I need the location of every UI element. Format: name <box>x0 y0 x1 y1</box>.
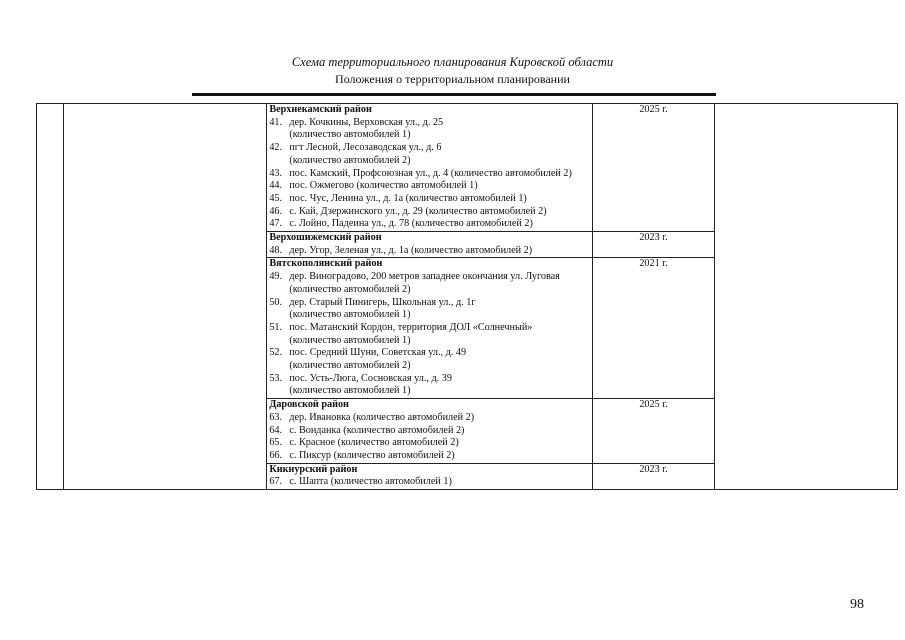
item-number: 66. <box>269 449 283 461</box>
location-item <box>269 206 592 219</box>
item-text: дер. Старый Пинигерь, Школьная ул., д. 1г <box>289 296 476 308</box>
location-item <box>269 425 592 438</box>
location-cell <box>267 399 593 464</box>
item-text: с. Красное (количество автомобилей 2) <box>289 437 459 449</box>
item-continuation: (количество автомобилей 2) <box>289 360 411 372</box>
district-name: Кикнурский район <box>269 463 358 475</box>
item-text: дер. Кочкины, Верховская ул., д. 25 <box>289 116 444 128</box>
location-item <box>269 476 592 489</box>
location-item <box>269 180 592 193</box>
year-cell <box>593 399 715 464</box>
location-item <box>269 437 592 450</box>
planning-table-body <box>37 104 898 490</box>
item-number: 65. <box>269 437 283 449</box>
location-item <box>269 450 592 463</box>
item-text: дер. Виноградово, 200 метров западнее окончания ул. Луговая <box>289 271 560 283</box>
location-item <box>269 322 592 335</box>
completion-year: 2025 г. <box>639 104 668 115</box>
header-rule <box>192 93 716 96</box>
item-number: 49. <box>269 271 283 283</box>
item-text: с. Лойно, Падеина ул., д. 78 (количество автомобилей 2) <box>289 218 533 230</box>
page-number: 98 <box>850 597 864 612</box>
item-text: пос. Чус, Ленина ул., д. 1а (количество автомобилей 1) <box>289 192 527 204</box>
item-number: 63. <box>269 411 283 423</box>
item-continuation: (количество автомобилей 2) <box>289 154 411 166</box>
year-cell <box>593 232 715 258</box>
location-cell <box>267 104 593 232</box>
completion-year: 2021 г. <box>639 258 668 270</box>
document-subtitle: Положения о территориальном планировании <box>335 72 570 86</box>
year-cell <box>593 463 715 489</box>
item-number: 64. <box>269 424 283 436</box>
district-name: Даровской район <box>269 399 349 411</box>
index-column-cell <box>37 104 64 490</box>
item-continuation: (количество автомобилей 1) <box>289 385 411 397</box>
item-text: дер. Ивановка (количество автомобилей 2) <box>289 411 475 423</box>
district-name: Верхошижемский район <box>269 232 382 244</box>
document-title: Схема территориального планирования Кировской области <box>291 55 614 69</box>
item-text: пос. Матанский Кордон, территория ДОЛ «Солнечный» <box>289 321 533 333</box>
location-cell <box>267 463 593 489</box>
item-text: дер. Угор, Зеленая ул., д. 1а (количество автомобилей 2) <box>289 244 533 256</box>
object-column-cell <box>64 104 267 490</box>
item-number: 52. <box>269 347 283 359</box>
item-continuation: (количество автомобилей 2) <box>289 283 411 295</box>
item-number: 47. <box>269 218 283 230</box>
location-cell <box>267 258 593 399</box>
location-cell <box>267 232 593 258</box>
district-name: Верхнекамский район <box>269 104 372 115</box>
year-cell <box>593 258 715 399</box>
location-item <box>269 168 592 181</box>
location-item <box>269 373 592 386</box>
item-number: 41. <box>269 116 283 128</box>
item-number: 48. <box>269 244 283 256</box>
item-text: пос. Усть-Люга, Сосновская ул., д. 39 <box>289 372 452 384</box>
location-item <box>269 245 592 258</box>
item-continuation: (количество автомобилей 1) <box>289 334 411 346</box>
location-item <box>269 347 592 360</box>
district-name: Вятскополянский район <box>269 258 383 270</box>
location-item <box>269 193 592 206</box>
item-number: 44. <box>269 180 283 192</box>
planning-table <box>36 103 898 490</box>
item-text: пос. Ожмегово (количество автомобилей 1) <box>289 180 478 192</box>
completion-year: 2023 г. <box>639 232 668 244</box>
item-text: с. Пиксур (количество автомобилей 2) <box>289 449 455 461</box>
completion-year: 2025 г. <box>639 399 668 411</box>
location-item <box>269 142 592 155</box>
notes-column-cell <box>714 104 897 490</box>
item-number: 46. <box>269 205 283 217</box>
location-item <box>269 218 592 231</box>
location-item <box>269 412 592 425</box>
location-item <box>269 271 592 284</box>
location-item <box>269 117 592 130</box>
location-item <box>269 297 592 310</box>
item-number: 45. <box>269 192 283 204</box>
district-row <box>37 104 898 232</box>
item-number: 50. <box>269 296 283 308</box>
item-text: пгт Лесной, Лесозаводская ул., д. 6 <box>289 142 442 154</box>
item-text: с. Шапта (количество автомобилей 1) <box>289 476 452 488</box>
year-cell <box>593 104 715 232</box>
item-number: 67. <box>269 476 283 488</box>
item-text: пос. Средний Шуни, Советская ул., д. 49 <box>289 347 467 359</box>
item-number: 51. <box>269 321 283 333</box>
completion-year: 2023 г. <box>639 463 668 475</box>
item-text: пос. Камский, Профсоюзная ул., д. 4 (количество автомобилей 2) <box>289 167 572 179</box>
item-number: 42. <box>269 142 283 154</box>
item-number: 43. <box>269 167 283 179</box>
item-text: с. Кай, Дзержинского ул., д. 29 (количество автомобилей 2) <box>289 205 547 217</box>
item-text: с. Вонданка (количество автомобилей 2) <box>289 424 465 436</box>
item-continuation: (количество автомобилей 1) <box>289 309 411 321</box>
item-continuation: (количество автомобилей 1) <box>289 129 411 141</box>
item-number: 53. <box>269 372 283 384</box>
